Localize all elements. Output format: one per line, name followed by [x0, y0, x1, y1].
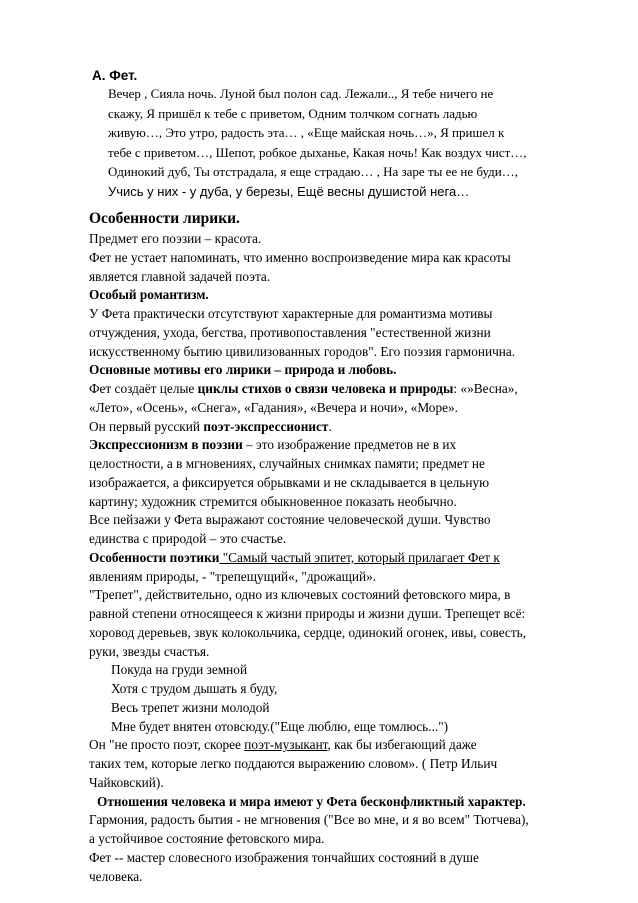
paragraph-line: целостности, а в мгновениях, случайных снимках памяти; предмет не [89, 456, 485, 471]
poem-titles-line: тебе с приветом…, Шепот, робкое дыханье, Какая ночь! Как воздух чист…, [108, 144, 527, 160]
poem-titles-line: Учись у них - у дуба, у березы, Ещё весны душистой нега… [108, 183, 470, 199]
paragraph-line: Гармония, радость бытия - не мгновения ("Все во мне, и я во всем" Тютчева), [89, 812, 529, 828]
poem-titles-line: Вечер , Сияла ночь. Луной был полон сад. Лежали.., Я тебе ничего не [108, 86, 494, 101]
text-run-bold: Особенности поэтики [89, 549, 220, 565]
text-run: Он "не просто поэт, скорее [89, 737, 245, 753]
text-run: : «»Весна», [453, 381, 518, 396]
paragraph-line [89, 549, 605, 568]
paragraph-line: Фет -- мастер словесного изображения тончайших состояний в душе [89, 849, 479, 865]
poem-quote-line: Мне будет внятен отовсюду.("Еще люблю, еще томлюсь...") [111, 718, 449, 734]
text-run: . [328, 418, 332, 434]
paragraph-line: «Лето», «Осень», «Снега», «Гадания», «Вечера и ночи», «Море». [89, 399, 458, 415]
paragraph-line: является главной задачей поэта. [89, 268, 271, 284]
paragraph-line: картину; художник стремится обыкновенное показать необычно. [89, 493, 457, 509]
paragraph-line: хоровод деревьев, звук колокольчика, сердце, одинокий огонек, ивы, совесть, [89, 624, 527, 640]
paragraph-line [89, 418, 605, 437]
paragraph-line: явлениям природы, - "трепещущий«, "дрожащий». [89, 568, 377, 584]
poem-quote-line: Хотя с трудом дышать я буду, [111, 681, 278, 696]
paragraph-line: У Фета практически отсутствуют характерные для романтизма мотивы [89, 306, 493, 321]
paragraph-line: искусственному бытию цивилизованных городов". Его поэзия гармонична. [89, 343, 516, 359]
lyrics-section [89, 209, 605, 886]
poem-titles-list [108, 84, 594, 202]
paragraph-line: единства с природой – это счастье. [89, 531, 287, 546]
text-run: "Самый частый эпитет, который прилагает Фет к [219, 549, 500, 565]
paragraph-line: таких тем, которые легко поддаются выражению словом». ( Петр Ильич [89, 756, 498, 771]
text-run: , как бы избегающий даже [327, 737, 477, 753]
paragraph-line [89, 436, 605, 455]
text-run: – это изображение предметов не в их [242, 437, 457, 453]
paragraph-line [89, 380, 605, 399]
poem-quote-line: Покуда на груди земной [111, 662, 248, 678]
text-run: Фет создаёт целые [89, 381, 198, 396]
poem-titles-line: скажу, Я пришёл к тебе с приветом, Одним толчком согнать ладью [108, 105, 478, 121]
paragraph-line: Фет не устает напоминать, что именно воспроизведение мира как красоты [89, 249, 511, 265]
paragraph-line: Предмет его поэзии – красота. [89, 231, 262, 246]
text-run-bold: циклы стихов о связи человека и природы [197, 381, 454, 396]
paragraph-line: равной степени относящееся к жизни природы и жизни души. Трепещет всё: [89, 606, 526, 621]
heading-relations: Отношения человека и мира имеют у Фета бесконфликтный характер. [97, 793, 526, 809]
paragraph-line [89, 736, 605, 755]
paragraph-line: изображается, а фиксируется обрывками и не складывается в цельную [89, 474, 490, 490]
text-run-bold: поэт-экспрессионист [203, 418, 329, 434]
paragraph-line: отчуждения, ухода, бегства, противопоставления "естественной жизни [89, 324, 491, 340]
section-title-fet: А. Фет. [92, 68, 138, 83]
text-run: Он первый русский [89, 418, 204, 434]
text-run-bold: Экспрессионизм в поэзии [89, 437, 243, 453]
paragraph-line: а устойчивое состояние фетовского мира. [89, 831, 325, 846]
paragraph-line: руки, звезды счастья. [89, 643, 210, 659]
poem-titles-line: Одинокий дуб, Ты отстрадала, я еще страдаю… , На заре ты ее не буди…, [108, 164, 519, 180]
text-run-underlined: поэт-музыкант [244, 737, 328, 753]
poem-titles-line: живую…, Это утро, радость эта… , «Еще майская ночь…», Я пришел к [108, 125, 505, 141]
heading-main-motifs: Основные мотивы его лирики – природа и любовь. [89, 362, 397, 378]
paragraph-line: Все пейзажи у Фета выражают состояние человеческой души. Чувство [89, 512, 491, 528]
heading-lyrics-features: Особенности лирики. [89, 210, 240, 227]
paragraph-line: человека. [89, 868, 143, 884]
heading-romanticism: Особый романтизм. [89, 287, 209, 303]
poem-quote-line: Весь трепет жизни молодой [111, 699, 270, 715]
paragraph-line: "Трепет", действительно, одно из ключевых состояний фетовского мира, в [89, 587, 511, 603]
paragraph-line: Чайковский). [89, 774, 164, 790]
